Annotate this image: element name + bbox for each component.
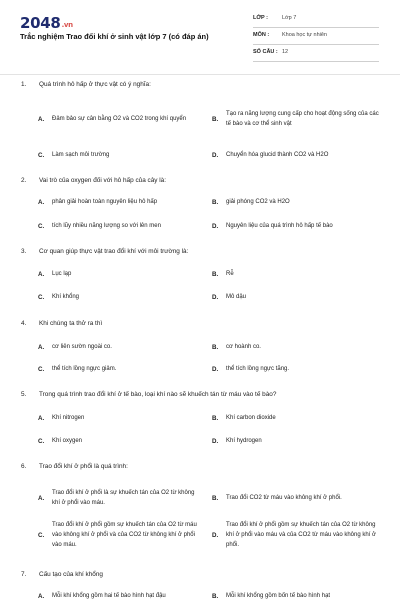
meta-grade-value: Lớp 7 xyxy=(282,15,297,21)
option-letter: C. xyxy=(38,437,45,445)
option-3b[interactable] xyxy=(212,269,384,279)
option-letter: C. xyxy=(38,365,45,373)
option-4a[interactable] xyxy=(38,342,204,352)
option-text: Làm sạch môi trường xyxy=(52,152,110,158)
option-text: Trao đổi khí ở phổi là sự khuếch tán của O2 từ không khí ở phổi vào máu. xyxy=(52,490,195,506)
meta-subject-value: Khoa học tự nhiên xyxy=(282,32,327,38)
option-6c[interactable] xyxy=(38,519,204,551)
option-letter: A. xyxy=(38,115,45,123)
meta-grade xyxy=(253,11,379,28)
question-text: Vai trò của oxygen đối với hô hấp của cây là: xyxy=(39,177,166,184)
logo-text: 2048 xyxy=(20,14,61,32)
option-1c[interactable] xyxy=(38,150,204,160)
question-number: 6. xyxy=(21,463,27,470)
option-text: Chuyển hóa glucid thành CO2 và H2O xyxy=(226,152,329,158)
option-1b[interactable] xyxy=(212,100,384,138)
option-text: giải phóng CO2 và H2O xyxy=(226,199,290,205)
option-2c[interactable] xyxy=(38,221,204,231)
option-text: Khí hydrogen xyxy=(226,438,262,444)
option-letter: C. xyxy=(38,293,45,301)
option-text: Lục lạp xyxy=(52,271,72,277)
option-letter: A. xyxy=(38,198,45,206)
option-text: Tạo ra năng lượng cung cấp cho hoạt động sống của các tế bào và cơ thể sinh vật xyxy=(226,111,379,127)
option-text: thể tích lồng ngực giảm. xyxy=(52,366,117,372)
option-letter: B. xyxy=(212,115,219,123)
option-letter: C. xyxy=(38,531,45,539)
option-letter: A. xyxy=(38,270,45,278)
meta-count-value: 12 xyxy=(282,49,289,55)
option-text: Khí khổng xyxy=(52,294,80,300)
option-3d[interactable] xyxy=(212,292,384,302)
option-text: Đảm bảo sự cân bằng O2 và CO2 trong khí quyển xyxy=(52,116,187,122)
option-letter: D. xyxy=(212,293,219,301)
option-letter: D. xyxy=(212,365,219,373)
option-letter: B. xyxy=(212,494,219,502)
option-7a[interactable] xyxy=(38,591,204,600)
option-5b[interactable] xyxy=(212,413,384,423)
option-2b[interactable] xyxy=(212,197,384,207)
question-text: Quá trình hô hấp ở thực vật có ý nghĩa: xyxy=(39,81,151,88)
option-6a[interactable] xyxy=(38,483,204,513)
question-text: Cấu tạo của khí khổng xyxy=(39,571,103,578)
site-logo[interactable] xyxy=(20,14,73,32)
meta-grade-label: LỚP : xyxy=(253,15,268,21)
option-3c[interactable] xyxy=(38,292,204,302)
option-4c[interactable] xyxy=(38,364,204,374)
option-letter: B. xyxy=(212,414,219,422)
option-letter: D. xyxy=(212,531,219,539)
option-7b[interactable] xyxy=(212,591,384,600)
logo-suffix: .vn xyxy=(61,21,73,29)
option-2a[interactable] xyxy=(38,197,204,207)
option-5c[interactable] xyxy=(38,436,204,446)
question-text: Cơ quan giúp thực vật trao đổi khí với môi trường là: xyxy=(39,248,189,255)
option-letter: A. xyxy=(38,592,45,600)
option-2d[interactable] xyxy=(212,221,384,231)
option-1a[interactable] xyxy=(38,104,204,134)
question-number: 4. xyxy=(21,320,27,327)
option-text: cơ hoành co. xyxy=(226,344,261,350)
option-5a[interactable] xyxy=(38,413,204,423)
question-number: 3. xyxy=(21,248,27,255)
option-letter: C. xyxy=(38,151,45,159)
meta-subject-label: MÔN : xyxy=(253,32,270,38)
option-text: phân giải hoàn toàn nguyên liệu hô hấp xyxy=(52,199,158,205)
option-letter: B. xyxy=(212,343,219,351)
option-letter: B. xyxy=(212,592,219,600)
option-text: Trao đổi CO2 từ máu vào không khí ở phổi. xyxy=(226,495,342,501)
option-text: Khí nitrogen xyxy=(52,415,85,421)
question-number: 7. xyxy=(21,571,27,578)
option-letter: A. xyxy=(38,343,45,351)
option-6b[interactable] xyxy=(212,483,384,513)
meta-question-count xyxy=(253,45,379,62)
option-text: thể tích lồng ngực tăng. xyxy=(226,366,290,372)
option-text: Mỗi khí khổng gồm hai tế bào hình hạt đậu xyxy=(52,593,166,599)
meta-count-label: SỐ CÂU : xyxy=(253,49,278,55)
question-text: Trao đổi khí ở phổi là quá trình: xyxy=(39,463,128,470)
question-text: Trong quá trình trao đổi khí ở tế bào, loại khí nào sẽ khuếch tán từ máu vào tế bào? xyxy=(39,391,277,398)
option-letter: D. xyxy=(212,437,219,445)
option-letter: D. xyxy=(212,222,219,230)
page-title: Trắc nghiệm Trao đổi khí ở sinh vật lớp 7 (có đáp án) xyxy=(20,32,209,41)
option-4b[interactable] xyxy=(212,342,384,352)
header-divider xyxy=(0,74,400,75)
option-6d[interactable] xyxy=(212,519,384,551)
option-text: Trao đổi khí ở phổi gồm sự khuếch tán của O2 từ không khí ở phổi vào máu và của CO2 từ máu vào không khí ở phổi. xyxy=(226,522,376,548)
option-text: Trao đổi khí ở phổi gồm sự khuếch tán của O2 từ máu vào không khí ở phổi và của CO2 từ không khí ở phổi vào máu. xyxy=(52,522,197,548)
question-number: 2. xyxy=(21,177,27,184)
option-text: Mô dậu xyxy=(226,294,247,300)
option-text: Mỗi khí khổng gồm bốn tế bào hình hạt xyxy=(226,593,331,599)
option-text: cơ liên sườn ngoài co. xyxy=(52,344,112,350)
option-letter: B. xyxy=(212,270,219,278)
option-letter: B. xyxy=(212,198,219,206)
option-letter: A. xyxy=(38,494,45,502)
option-4d[interactable] xyxy=(212,364,384,374)
option-letter: A. xyxy=(38,414,45,422)
option-text: Nguyên liệu của quá trình hô hấp tế bào xyxy=(226,223,333,229)
option-text: tích lũy nhiều năng lượng so với lên men xyxy=(52,223,161,229)
option-3a[interactable] xyxy=(38,269,204,279)
question-number: 5. xyxy=(21,391,27,398)
option-letter: C. xyxy=(38,222,45,230)
option-letter: D. xyxy=(212,151,219,159)
option-1d[interactable] xyxy=(212,150,384,160)
option-text: Khí carbon dioxide xyxy=(226,415,276,421)
question-number: 1. xyxy=(21,81,27,88)
question-text: Khi chúng ta thở ra thì xyxy=(39,320,103,327)
document-header xyxy=(0,0,400,70)
meta-subject xyxy=(253,28,379,45)
option-text: Rễ xyxy=(226,271,234,277)
option-text: Khí oxygen xyxy=(52,438,83,444)
option-5d[interactable] xyxy=(212,436,384,446)
